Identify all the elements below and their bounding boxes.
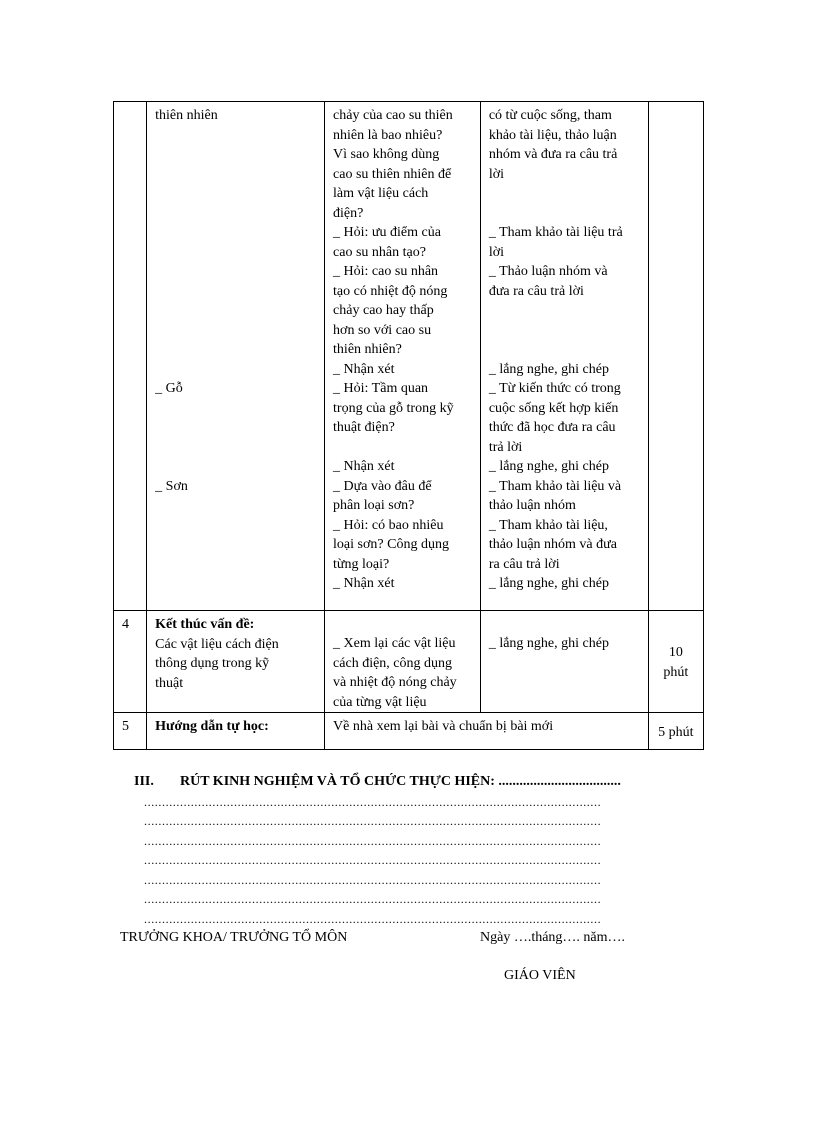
conclusion-heading: Kết thúc vấn đề: (155, 617, 255, 632)
text-line: _ Tham khảo tài liệu trả (488, 225, 623, 240)
text-line: tạo có nhiệt độ nóng (333, 283, 448, 299)
content-cell (147, 102, 325, 611)
section-title: RÚT KINH NGHIỆM VÀ TỔ CHỨC THỰC HIỆN: ................................... (180, 774, 621, 789)
self-study-content-cell (325, 713, 649, 750)
text-line: thuật điện? (333, 420, 395, 435)
teacher-activity-lines (325, 611, 480, 712)
date-line: Ngày ….tháng…. năm…. (480, 930, 626, 945)
text-line (155, 165, 318, 185)
self-study-content: Về nhà xem lại bài và chuẩn bị bài mới (333, 719, 554, 734)
student-activity-lines (481, 611, 648, 654)
text-line: thuật (155, 675, 184, 691)
text-line (155, 204, 318, 224)
text-line (155, 360, 318, 380)
text-line (333, 438, 474, 458)
lesson-plan-table (113, 101, 704, 750)
text-line (155, 399, 318, 419)
text-line: chảy cao hay thấp (333, 303, 434, 318)
text-line: thức đã học đưa ra câu (488, 420, 616, 435)
text-line: _ Hỏi: có bao nhiêu (333, 517, 444, 533)
time-value: 5 phút (658, 725, 694, 740)
text-line: làm vật liệu cách (333, 186, 429, 201)
text-line: nhiên là bao nhiêu? (333, 127, 443, 143)
text-line (155, 126, 318, 146)
text-line: _ lắng nghe, ghi chép (488, 459, 609, 474)
text-line: thông dụng trong kỹ (155, 656, 270, 671)
time-value (649, 611, 703, 682)
text-line (155, 457, 318, 477)
text-line: điện? (333, 205, 364, 221)
text-line: ra câu trả lời (488, 556, 560, 572)
step-number: 5 (122, 719, 129, 734)
text-line: có từ cuộc sống, tham (488, 108, 612, 123)
text-line (489, 301, 642, 321)
time-cell (648, 102, 703, 611)
text-line (155, 438, 318, 458)
text-line: _ lắng nghe, ghi chép (488, 576, 609, 591)
text-line: lời (488, 244, 505, 260)
dotted-line: ............................................................................................................................... (144, 814, 602, 828)
text-line: hơn so với cao su (333, 322, 432, 338)
student-activity-cell (480, 611, 648, 713)
department-head-signature-label: TRƯỞNG KHOA/ TRƯỞNG TỔ MÔN (120, 930, 348, 945)
dotted-line: ............................................................................................................................... (144, 892, 602, 906)
text-line: thiên nhiên (155, 108, 218, 123)
text-line: _ Dựa vào đâu để (333, 478, 432, 494)
text-line: _ Từ kiến thức có trong (488, 381, 621, 396)
step-number-cell (114, 611, 147, 713)
text-line: của từng vật liệu (333, 694, 427, 710)
text-line (155, 282, 318, 302)
step-number: 4 (122, 617, 129, 632)
text-line: _ Gỗ (155, 381, 183, 396)
text-line: _ Sơn (155, 478, 188, 494)
text-line (155, 301, 318, 321)
dotted-line: ............................................................................................................................... (144, 853, 602, 867)
content-cell (147, 713, 325, 750)
text-line: thảo luận nhóm (488, 498, 576, 513)
text-line: _ Xem lại các vật liệu (333, 636, 456, 651)
dotted-line: ............................................................................................................................... (144, 795, 602, 809)
table-row-conclusion (114, 611, 704, 713)
text-line (155, 145, 318, 165)
text-line (155, 184, 318, 204)
text-line: _ Hỏi: cao su nhân (333, 264, 439, 279)
teacher-activity-cell (325, 102, 481, 611)
table-row-materials (114, 102, 704, 611)
content-cell (147, 611, 325, 713)
table-row-self-study (114, 713, 704, 750)
teacher-activity-lines (325, 102, 480, 594)
text-line: phân loại sơn? (333, 498, 415, 513)
content-lines (147, 102, 324, 496)
content-lines (147, 611, 324, 693)
text-line (155, 243, 318, 263)
dotted-line: ............................................................................................................................... (144, 873, 602, 887)
text-line: _ Tham khảo tài liệu, (488, 517, 608, 533)
text-line: Vì sao không dùng (333, 147, 440, 162)
text-line: đưa ra câu trả lời (488, 283, 584, 299)
student-activity-lines (481, 102, 648, 594)
text-line (489, 184, 642, 204)
text-line: _ Hỏi: Tầm quan (333, 381, 429, 396)
teacher-activity-cell (325, 611, 481, 713)
self-study-heading: Hướng dẫn tự học: (155, 719, 269, 734)
text-line: loại sơn? Công dụng (333, 537, 449, 552)
text-line: lời (488, 166, 505, 182)
step-number-cell (114, 102, 147, 611)
text-line: _ Hỏi: ưu điểm của (333, 225, 441, 240)
text-line: _ Thảo luận nhóm và (488, 264, 608, 279)
text-line (489, 204, 642, 224)
text-line: _ lắng nghe, ghi chép (488, 361, 609, 377)
text-line: _ lắng nghe, ghi chép (488, 636, 609, 651)
teacher-signature-label: GIÁO VIÊN (504, 968, 576, 983)
text-line: trọng của gỗ trong kỹ (333, 400, 454, 416)
step-number-cell (114, 713, 147, 750)
text-line: thảo luận nhóm và đưa (488, 537, 617, 552)
time-cell (648, 611, 703, 713)
text-line: _ Nhận xét (333, 361, 395, 377)
text-line: khảo tài liệu, thảo luận (488, 127, 617, 143)
text-line: cuộc sống kết hợp kiến (488, 400, 619, 416)
text-line: chảy của cao su thiên (333, 108, 453, 123)
text-line: từng loại? (333, 556, 390, 572)
student-activity-cell (480, 102, 648, 611)
text-line: phút (663, 664, 689, 680)
text-line: trả lời (488, 439, 523, 455)
text-line (155, 223, 318, 243)
text-line: cao su nhân tạo? (333, 244, 426, 260)
text-line: 10 (668, 645, 683, 660)
section-number: III. (134, 774, 154, 789)
text-line: _ Nhận xét (333, 459, 395, 474)
text-line: Các vật liệu cách điện (155, 636, 279, 652)
text-line: _ Nhận xét (333, 576, 395, 591)
text-line: nhóm và đưa ra câu trả (488, 147, 618, 162)
text-line: cách điện, công dụng (333, 655, 453, 671)
text-line (155, 262, 318, 282)
text-line (155, 321, 318, 341)
text-line (155, 340, 318, 360)
dotted-line: ............................................................................................................................... (144, 912, 602, 926)
text-line: và nhiệt độ nóng chảy (333, 675, 457, 690)
text-line: _ Tham khảo tài liệu và (488, 478, 622, 494)
dotted-line: ............................................................................................................................... (144, 834, 602, 848)
text-line (489, 321, 642, 341)
text-line: thiên nhiên? (333, 342, 402, 357)
time-cell (648, 713, 703, 750)
section-heading (134, 774, 621, 790)
text-line: cao su thiên nhiên để (333, 166, 452, 182)
text-line (489, 340, 642, 360)
text-line (155, 418, 318, 438)
